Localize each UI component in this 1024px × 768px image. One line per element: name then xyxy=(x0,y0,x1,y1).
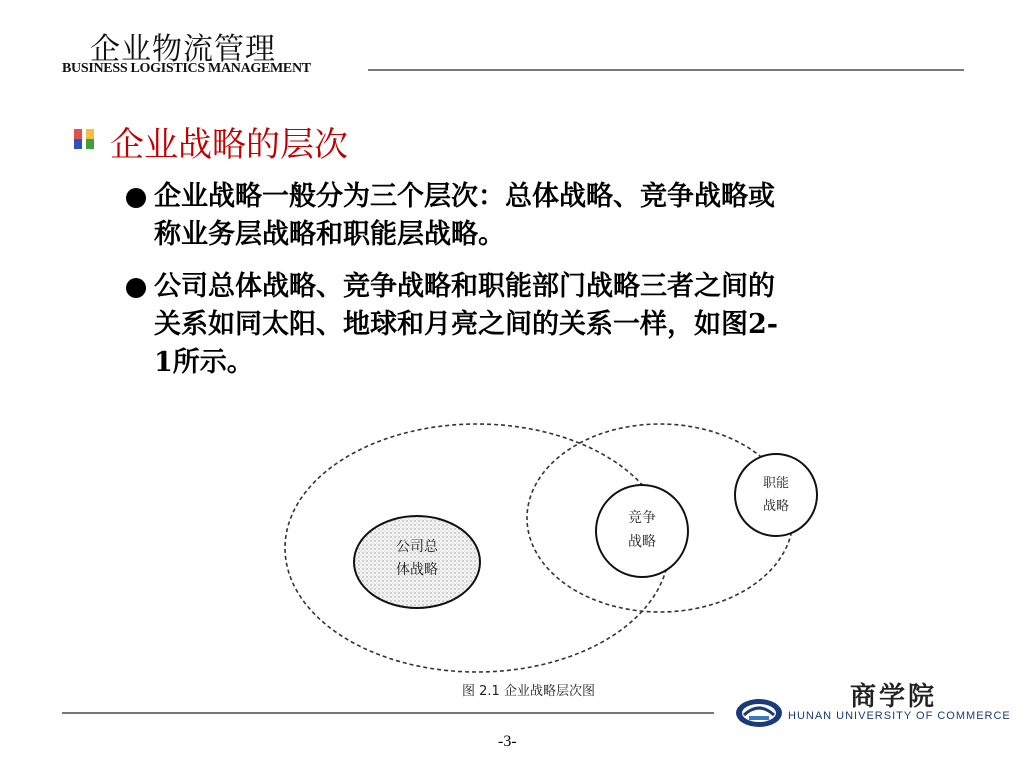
corporate-strategy-label: 体战略 xyxy=(396,562,438,578)
footer-divider xyxy=(62,712,714,714)
bullet-line: 企业战略一般分为三个层次：总体战略、竞争战略或 xyxy=(154,181,775,212)
figure-caption: 图 2.1 企业战略层次图 xyxy=(462,684,595,699)
page-number: -3- xyxy=(498,733,517,750)
bullet-line: 关系如同太阳、地球和月亮之间的关系一样，如图2- xyxy=(154,309,778,340)
competitive-strategy-label: 战略 xyxy=(628,534,656,550)
bullet-square-icon xyxy=(72,127,96,151)
header-divider xyxy=(368,69,964,71)
bullet-item-1 xyxy=(126,178,956,254)
section-heading-text: 企业战略的层次 xyxy=(110,125,348,165)
university-emblem-icon xyxy=(734,697,784,729)
bullet-dot-icon xyxy=(126,188,146,208)
school-name: 商学院 xyxy=(850,682,938,712)
competitive-strategy-label: 竞争 xyxy=(628,510,656,526)
corporate-strategy-label: 公司总 xyxy=(396,539,438,555)
bullet-line: 称业务层战略和职能层战略。 xyxy=(154,219,505,250)
course-title: 企业物流管理 xyxy=(90,32,276,67)
course-subtitle: BUSINESS LOGISTICS MANAGEMENT xyxy=(62,61,311,76)
bullet-dot-icon xyxy=(126,278,146,298)
bullet-line: 1所示。 xyxy=(154,347,254,378)
competitive-strategy-circle xyxy=(596,485,688,577)
bullet-line: 公司总体战略、竞争战略和职能部门战略三者之间的 xyxy=(154,271,775,302)
university-name: HUNAN UNIVERSITY OF COMMERCE xyxy=(788,710,1011,722)
functional-strategy-label: 战略 xyxy=(762,499,790,514)
functional-strategy-label: 职能 xyxy=(762,476,790,491)
bullet-item-2 xyxy=(126,268,956,382)
functional-strategy-circle xyxy=(735,454,817,536)
strategy-levels-diagram xyxy=(270,400,830,710)
